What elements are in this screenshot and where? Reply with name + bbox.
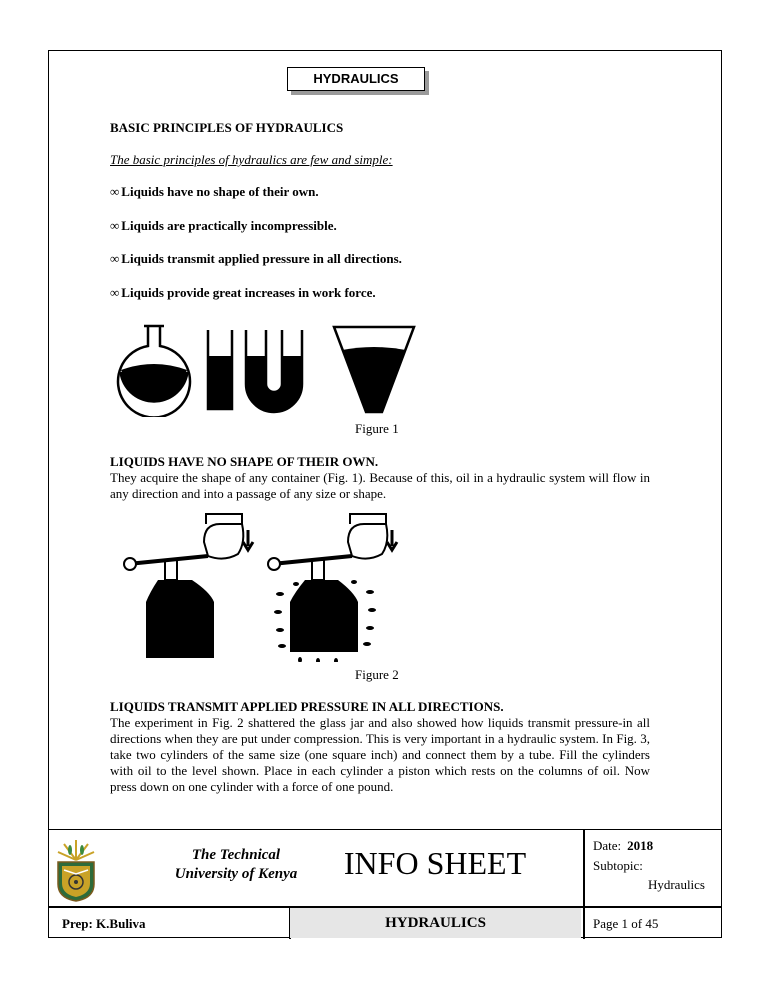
main-heading: BASIC PRINCIPLES OF HYDRAULICS (110, 120, 344, 135)
infinity-bullet-icon: ∞ (110, 218, 120, 233)
subtopic-value: Hydraulics (647, 877, 705, 892)
bullet-item: ∞ Liquids are practically incompressible. (110, 218, 337, 233)
round-flask-icon (118, 326, 190, 417)
bullet-item: ∞ Liquids transmit applied pressure in all directions. (110, 251, 402, 266)
figure1-containers (112, 322, 432, 417)
figure2-jar-experiment (120, 512, 410, 662)
course-title: HYDRAULICS (290, 908, 581, 938)
intro-text: The basic principles of hydraulics are few and simple: (110, 152, 393, 167)
figure1-caption: Figure 1 (355, 421, 399, 436)
conical-beaker-icon (334, 327, 414, 412)
footer-info-table (48, 829, 722, 938)
infinity-bullet-icon: ∞ (110, 285, 120, 300)
page-number: Page 1 of 45 (593, 916, 659, 931)
u-tube-icon (246, 330, 302, 412)
bullet-item: ∞ Liquids provide great increases in work force. (110, 285, 376, 300)
straight-tube-icon (208, 330, 232, 409)
info-sheet-title: INFO SHEET (343, 845, 527, 881)
section2-heading: LIQUIDS TRANSMIT APPLIED PRESSURE IN ALL DIRECTIONS. (110, 699, 504, 714)
bullet-item: ∞ Liquids have no shape of their own. (110, 184, 319, 199)
infinity-bullet-icon: ∞ (110, 251, 120, 266)
section1-text: They acquire the shape of any container (Fig. 1). Because of this, oil in a hydraulic system will flow in any direction and into a passage of any size or shape. (110, 470, 650, 501)
shattered-jar-icon (268, 514, 397, 662)
subtopic-label: Subtopic: (593, 858, 643, 873)
section1-heading: LIQUIDS HAVE NO SHAPE OF THEIR OWN. (110, 454, 379, 469)
university-logo-icon (54, 836, 98, 902)
figure2-caption: Figure 2 (355, 667, 399, 682)
institution-name: The Technical University of Kenya (174, 847, 298, 882)
intact-jar-icon (124, 514, 253, 658)
header-title: HYDRAULICS (287, 67, 425, 91)
date-field: Date: 2018 (593, 838, 654, 853)
infinity-bullet-icon: ∞ (110, 184, 120, 199)
section2-text: The experiment in Fig. 2 shattered the glass jar and also showed how liquids transmit pressure-in all directions when they are put under compression. This is very important in a hydraulic system. In Fig. 3, take two cylinders of the same size (one square inch) and connect them by a tube. Fill the cylinders with oil to the level shown. Place in each cylinder a piston which rests on the columns of oil. Now press down on one cylinder with a force of one pound. (110, 715, 650, 794)
prepared-by: Prep: K.Buliva (62, 916, 146, 931)
